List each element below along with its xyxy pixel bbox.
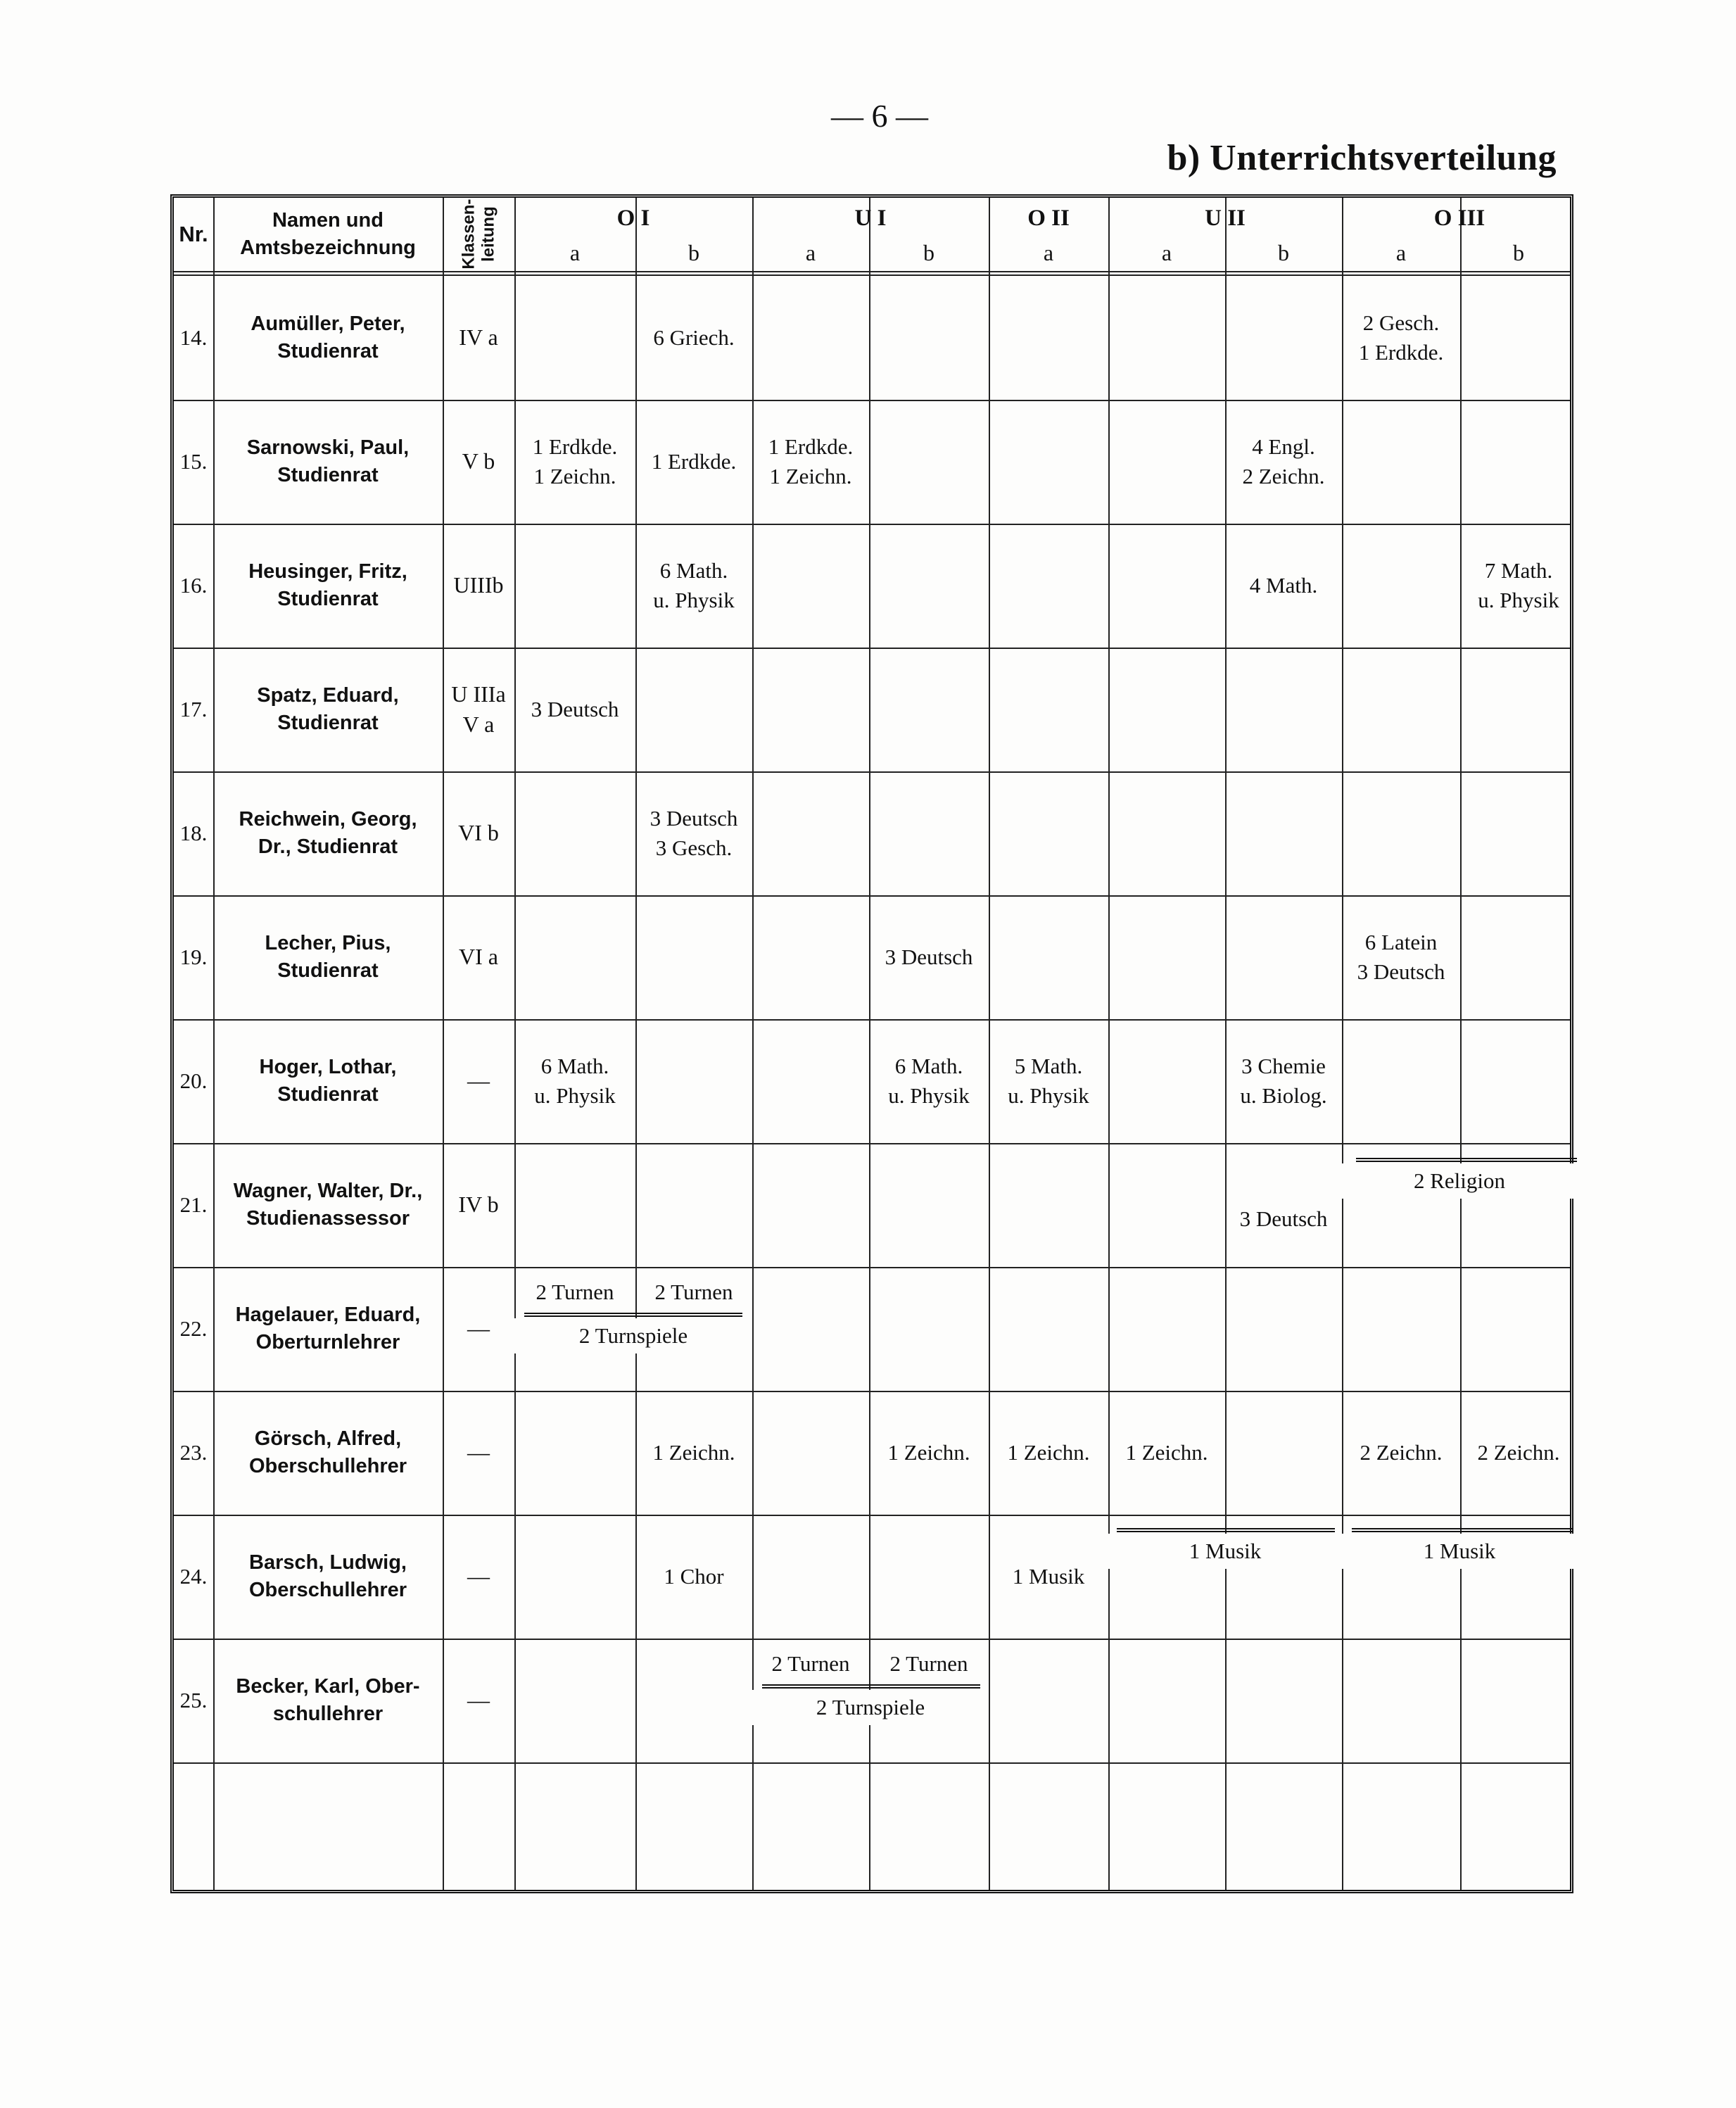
page-number: — 6 —	[831, 98, 928, 134]
row-nr: 14.	[179, 325, 208, 351]
lesson-cell: 2 Zeichn.	[1477, 1440, 1560, 1465]
header-name: Namen und Amtsbezeichnung	[240, 208, 416, 259]
lesson-cell: 2 Turnen	[536, 1280, 614, 1305]
header-sub-a: a	[1161, 240, 1172, 266]
combined-class-bracket	[1352, 1528, 1573, 1532]
teacher-name: Hoger, Lothar, Studienrat	[259, 1055, 397, 1106]
lesson-cell: 1 Zeichn.	[1125, 1440, 1208, 1465]
lesson-cell: 7 Math. u. Physik	[1478, 558, 1559, 612]
lesson-cell: 1 Erdkde. 1 Zeichn.	[768, 434, 854, 488]
lesson-cell: 2 Gesch. 1 Erdkde.	[1358, 310, 1444, 365]
lesson-cell: 1 Musik	[1012, 1564, 1085, 1589]
combined-class-bracket	[524, 1313, 742, 1317]
header-nr: Nr.	[179, 222, 208, 247]
class-lead: IV a	[459, 324, 498, 351]
header-class-uii: U II	[1205, 205, 1246, 231]
lesson-cell: 4 Engl. 2 Zeichn.	[1242, 434, 1325, 488]
header-klassenleitung: Klassen- leitung	[459, 198, 498, 270]
lesson-cell: 6 Math. u. Physik	[888, 1054, 970, 1108]
lesson-cell: 4 Math.	[1249, 573, 1318, 598]
lesson-cell: 3 Deutsch	[1239, 1206, 1328, 1232]
lesson-cell: 6 Latein 3 Deutsch	[1357, 930, 1445, 984]
combined-class-bracket	[1356, 1158, 1577, 1162]
lesson-cell: 5 Math. u. Physik	[1008, 1054, 1089, 1108]
lesson-cell: 2 Zeichn.	[1360, 1440, 1443, 1465]
lesson-cell: 3 Deutsch 3 Gesch.	[650, 806, 738, 860]
header-class-oi: O I	[616, 205, 650, 231]
row-nr: 21.	[179, 1192, 208, 1218]
combined-lesson: 2 Turnspiele	[752, 1690, 989, 1725]
header-sub-b: b	[1513, 240, 1524, 266]
lesson-cell: 3 Deutsch	[885, 945, 973, 970]
header-sub-b: b	[1278, 240, 1289, 266]
teacher-name: Reichwein, Georg, Dr., Studienrat	[239, 807, 417, 858]
lesson-cell: 3 Chemie u. Biolog.	[1240, 1054, 1327, 1108]
teacher-name: Lecher, Pius, Studienrat	[265, 931, 391, 982]
teacher-name: Wagner, Walter, Dr., Studienassessor	[233, 1179, 423, 1230]
col-divider	[1108, 198, 1110, 1890]
col-divider	[1342, 198, 1343, 1890]
header-sub-b: b	[923, 240, 934, 266]
row-nr: 23.	[179, 1440, 208, 1465]
teacher-name: Görsch, Alfred, Oberschullehrer	[248, 1427, 407, 1477]
lesson-cell: 6 Griech.	[653, 325, 735, 351]
row-nr: 24.	[179, 1564, 208, 1589]
class-lead: —	[467, 1068, 490, 1094]
header-class-ui: U I	[854, 205, 887, 231]
class-lead: —	[467, 1687, 490, 1713]
combined-lesson: 1 Musik	[1342, 1534, 1577, 1569]
header-separator	[174, 271, 1570, 276]
lesson-cell: 6 Math. u. Physik	[653, 558, 735, 612]
header-klassenleitung-cell	[443, 198, 514, 271]
lesson-cell: 2 Turnen	[771, 1651, 850, 1677]
lesson-cell: 3 Deutsch	[531, 697, 619, 722]
col-divider	[1460, 198, 1462, 1890]
header-sub-a: a	[1395, 240, 1407, 266]
class-lead: U IIIa V a	[451, 681, 506, 737]
row-nr: 19.	[179, 945, 208, 970]
combined-class-bracket	[1117, 1528, 1335, 1532]
lesson-cell: 1 Erdkde. 1 Zeichn.	[532, 434, 618, 488]
lesson-cell: 6 Math. u. Physik	[534, 1054, 616, 1108]
class-lead: VI a	[459, 944, 498, 970]
teacher-name: Spatz, Eduard, Studienrat	[257, 683, 399, 734]
teaching-distribution-table	[170, 194, 1573, 1893]
class-lead: IV b	[458, 1192, 499, 1218]
class-lead: —	[467, 1439, 490, 1465]
header-class-oii: O II	[1027, 205, 1070, 231]
row-nr: 18.	[179, 821, 208, 846]
teacher-name: Sarnowski, Paul, Studienrat	[246, 436, 410, 486]
lesson-cell: 1 Zeichn.	[1007, 1440, 1090, 1465]
page-title: b) Unterrichtsverteilung	[1167, 138, 1557, 178]
row-nr: 25.	[179, 1688, 208, 1713]
class-lead: —	[467, 1563, 490, 1589]
combined-lesson: 2 Turnspiele	[514, 1318, 752, 1353]
lesson-cell: 1 Zeichn.	[652, 1440, 735, 1465]
class-lead: UIIIb	[453, 572, 504, 598]
teacher-name: Barsch, Ludwig, Oberschullehrer	[248, 1551, 407, 1601]
teacher-name: Aumüller, Peter, Studienrat	[251, 312, 405, 362]
row-nr: 17.	[179, 697, 208, 722]
lesson-cell: 1 Erdkde.	[651, 449, 737, 474]
header-sub-b: b	[688, 240, 699, 266]
lesson-cell: 1 Chor	[664, 1564, 724, 1589]
header-sub-a: a	[805, 240, 816, 266]
header-class-oiii: O III	[1433, 205, 1485, 231]
row-nr: 20.	[179, 1068, 208, 1094]
class-lead: —	[467, 1315, 490, 1342]
row-divider	[174, 1762, 1570, 1764]
class-lead: VI b	[458, 820, 499, 846]
teacher-name: Hagelauer, Eduard, Oberturnlehrer	[235, 1303, 421, 1353]
teacher-name: Becker, Karl, Ober- schullehrer	[236, 1674, 420, 1725]
row-nr: 16.	[179, 573, 208, 598]
row-nr: 15.	[179, 449, 208, 474]
combined-lesson: 2 Religion	[1342, 1163, 1577, 1199]
combined-class-bracket	[762, 1684, 980, 1689]
lesson-cell: 2 Turnen	[654, 1280, 733, 1305]
lesson-cell: 1 Zeichn.	[887, 1440, 970, 1465]
class-lead: V b	[462, 448, 495, 474]
row-nr: 22.	[179, 1316, 208, 1342]
header-sub-a: a	[569, 240, 581, 266]
lesson-cell: 2 Turnen	[889, 1651, 968, 1677]
combined-lesson: 1 Musik	[1108, 1534, 1342, 1569]
header-sub-a: a	[1043, 240, 1054, 266]
teacher-name: Heusinger, Fritz, Studienrat	[248, 560, 407, 610]
